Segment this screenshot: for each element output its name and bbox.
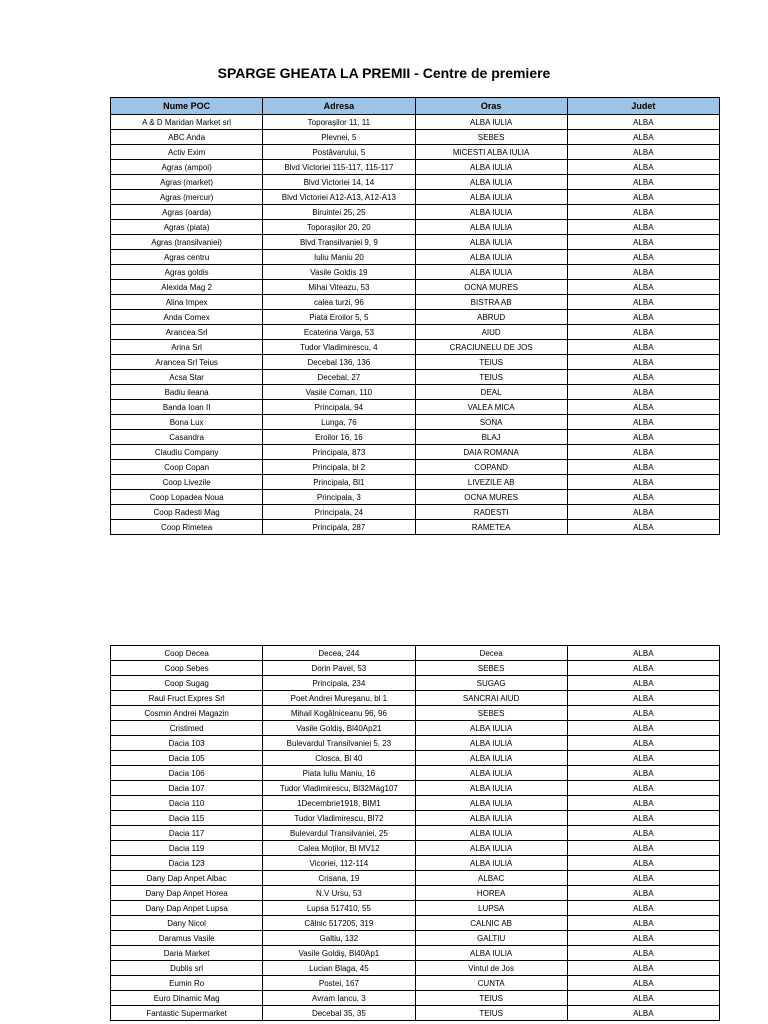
cell-adresa: Biruintei 25, 25 bbox=[263, 205, 415, 220]
cell-oras: ALBA IULIA bbox=[415, 826, 567, 841]
cell-nume-poc: Arina Srl bbox=[111, 340, 263, 355]
cell-judet: ALBA bbox=[567, 901, 719, 916]
table-row bbox=[111, 205, 720, 220]
table-row bbox=[111, 145, 720, 160]
cell-nume-poc: Eumin Ro bbox=[111, 976, 263, 991]
cell-judet: ALBA bbox=[567, 325, 719, 340]
cell-oras: ALBA IULIA bbox=[415, 811, 567, 826]
cell-oras: ALBA IULIA bbox=[415, 235, 567, 250]
table-row bbox=[111, 130, 720, 145]
cell-nume-poc: Dany Dap Anpet Horea bbox=[111, 886, 263, 901]
table-row bbox=[111, 691, 720, 706]
table-row bbox=[111, 490, 720, 505]
cell-nume-poc: Raul Fruct Expres Srl bbox=[111, 691, 263, 706]
cell-oras: MICESTI ALBA IULIA bbox=[415, 145, 567, 160]
cell-judet: ALBA bbox=[567, 886, 719, 901]
cell-judet: ALBA bbox=[567, 826, 719, 841]
cell-nume-poc: Dublis srl bbox=[111, 961, 263, 976]
cell-nume-poc: Bona Lux bbox=[111, 415, 263, 430]
cell-oras: COPAND bbox=[415, 460, 567, 475]
cell-adresa: Closca, Bl 40 bbox=[263, 751, 415, 766]
cell-nume-poc: Casandra bbox=[111, 430, 263, 445]
cell-nume-poc: Coop Livezile bbox=[111, 475, 263, 490]
cell-nume-poc: Agras (mercur) bbox=[111, 190, 263, 205]
table-row bbox=[111, 370, 720, 385]
header-adresa: Adresa bbox=[263, 98, 415, 115]
cell-adresa: Blvd Victoriei 14, 14 bbox=[263, 175, 415, 190]
cell-adresa: Vasile Coman, 110 bbox=[263, 385, 415, 400]
cell-adresa: Decea, 244 bbox=[263, 646, 415, 661]
table-row bbox=[111, 646, 720, 661]
table-row bbox=[111, 505, 720, 520]
cell-adresa: Lunga, 76 bbox=[263, 415, 415, 430]
cell-adresa: Blvd Transilvaniei 9, 9 bbox=[263, 235, 415, 250]
cell-nume-poc: Coop Decea bbox=[111, 646, 263, 661]
cell-judet: ALBA bbox=[567, 265, 719, 280]
table-row bbox=[111, 355, 720, 370]
table-row bbox=[111, 280, 720, 295]
cell-judet: ALBA bbox=[567, 370, 719, 385]
cell-adresa: Tudor Vladimirescu, 4 bbox=[263, 340, 415, 355]
cell-adresa: Dorin Pavel, 53 bbox=[263, 661, 415, 676]
cell-oras: LIVEZILE AB bbox=[415, 475, 567, 490]
cell-adresa: Piata Eroilor 5, 5 bbox=[263, 310, 415, 325]
cell-oras: OCNA MURES bbox=[415, 280, 567, 295]
cell-oras: ABRUD bbox=[415, 310, 567, 325]
cell-adresa: Iuliu Maniu 20 bbox=[263, 250, 415, 265]
table-row bbox=[111, 871, 720, 886]
cell-judet: ALBA bbox=[567, 430, 719, 445]
cell-nume-poc: Alina Impex bbox=[111, 295, 263, 310]
table-row bbox=[111, 706, 720, 721]
table-row bbox=[111, 886, 720, 901]
cell-oras: ALBA IULIA bbox=[415, 766, 567, 781]
cell-adresa: Vasile Goldiș, Bl40Ap21 bbox=[263, 721, 415, 736]
cell-adresa: Crisana, 19 bbox=[263, 871, 415, 886]
poc-table-1 bbox=[110, 97, 720, 535]
table-row bbox=[111, 751, 720, 766]
table-row bbox=[111, 976, 720, 991]
cell-oras: TEIUS bbox=[415, 1006, 567, 1021]
cell-adresa: Ecaterina Varga, 53 bbox=[263, 325, 415, 340]
cell-nume-poc: Agras goldis bbox=[111, 265, 263, 280]
table-row bbox=[111, 175, 720, 190]
table-row bbox=[111, 265, 720, 280]
cell-nume-poc: Coop Sugag bbox=[111, 676, 263, 691]
cell-oras: Decea bbox=[415, 646, 567, 661]
cell-oras: ALBAC bbox=[415, 871, 567, 886]
table-row bbox=[111, 766, 720, 781]
cell-adresa: Principala, 234 bbox=[263, 676, 415, 691]
cell-oras: SEBES bbox=[415, 130, 567, 145]
cell-judet: ALBA bbox=[567, 280, 719, 295]
table-row bbox=[111, 115, 720, 130]
cell-nume-poc: Fantastic Supermarket bbox=[111, 1006, 263, 1021]
cell-nume-poc: Alexida Mag 2 bbox=[111, 280, 263, 295]
cell-judet: ALBA bbox=[567, 385, 719, 400]
cell-adresa: Postăvarului, 5 bbox=[263, 145, 415, 160]
cell-oras: ALBA IULIA bbox=[415, 856, 567, 871]
cell-oras: DEAL bbox=[415, 385, 567, 400]
cell-oras: ALBA IULIA bbox=[415, 220, 567, 235]
cell-nume-poc: Activ Exim bbox=[111, 145, 263, 160]
cell-adresa: Calea Moților, Bl MV12 bbox=[263, 841, 415, 856]
cell-adresa: Tudor Vladimirescu, Bl32Mag107 bbox=[263, 781, 415, 796]
table-row bbox=[111, 340, 720, 355]
table-row bbox=[111, 415, 720, 430]
cell-adresa: Principala, 3 bbox=[263, 490, 415, 505]
cell-judet: ALBA bbox=[567, 856, 719, 871]
cell-oras: ALBA IULIA bbox=[415, 115, 567, 130]
cell-nume-poc: A & D Maridan Market srl bbox=[111, 115, 263, 130]
cell-nume-poc: Daramus Vasile bbox=[111, 931, 263, 946]
cell-judet: ALBA bbox=[567, 460, 719, 475]
cell-oras: AIUD bbox=[415, 325, 567, 340]
cell-oras: ALBA IULIA bbox=[415, 205, 567, 220]
cell-judet: ALBA bbox=[567, 736, 719, 751]
cell-oras: SEBES bbox=[415, 706, 567, 721]
cell-judet: ALBA bbox=[567, 721, 719, 736]
cell-oras: ALBA IULIA bbox=[415, 781, 567, 796]
cell-judet: ALBA bbox=[567, 520, 719, 535]
cell-judet: ALBA bbox=[567, 115, 719, 130]
cell-adresa: Bulevardul Transilvaniei 5, 23 bbox=[263, 736, 415, 751]
table-row bbox=[111, 931, 720, 946]
cell-oras: CUNTA bbox=[415, 976, 567, 991]
cell-oras: RAMETEA bbox=[415, 520, 567, 535]
cell-nume-poc: Coop Lopadea Noua bbox=[111, 490, 263, 505]
cell-adresa: Mihai Viteazu, 53 bbox=[263, 280, 415, 295]
table-row bbox=[111, 916, 720, 931]
table-header-row bbox=[111, 98, 720, 115]
cell-nume-poc: Dacia 110 bbox=[111, 796, 263, 811]
table-row bbox=[111, 250, 720, 265]
cell-nume-poc: Badiu ileana bbox=[111, 385, 263, 400]
cell-nume-poc: Dacia 119 bbox=[111, 841, 263, 856]
cell-oras: ALBA IULIA bbox=[415, 250, 567, 265]
cell-adresa: Piata Iuliu Maniu, 16 bbox=[263, 766, 415, 781]
cell-nume-poc: Arancea Srl bbox=[111, 325, 263, 340]
cell-judet: ALBA bbox=[567, 445, 719, 460]
table-row bbox=[111, 796, 720, 811]
table-row bbox=[111, 385, 720, 400]
table-row bbox=[111, 946, 720, 961]
cell-adresa: Principala, bl 2 bbox=[263, 460, 415, 475]
cell-judet: ALBA bbox=[567, 340, 719, 355]
table-row bbox=[111, 310, 720, 325]
cell-adresa: Galtiu, 132 bbox=[263, 931, 415, 946]
cell-judet: ALBA bbox=[567, 811, 719, 826]
cell-judet: ALBA bbox=[567, 991, 719, 1006]
cell-oras: TEIUS bbox=[415, 991, 567, 1006]
cell-oras: ALBA IULIA bbox=[415, 265, 567, 280]
cell-judet: ALBA bbox=[567, 505, 719, 520]
cell-oras: OCNA MURES bbox=[415, 490, 567, 505]
cell-oras: BLAJ bbox=[415, 430, 567, 445]
cell-judet: ALBA bbox=[567, 661, 719, 676]
cell-oras: ALBA IULIA bbox=[415, 946, 567, 961]
cell-adresa: Decebal 35, 35 bbox=[263, 1006, 415, 1021]
cell-judet: ALBA bbox=[567, 841, 719, 856]
cell-nume-poc: Dacia 117 bbox=[111, 826, 263, 841]
cell-oras: TEIUS bbox=[415, 370, 567, 385]
cell-nume-poc: Cristimed bbox=[111, 721, 263, 736]
cell-judet: ALBA bbox=[567, 145, 719, 160]
table-row bbox=[111, 721, 720, 736]
cell-oras: ALBA IULIA bbox=[415, 751, 567, 766]
cell-adresa: Mihail Kogălniceanu 96, 96 bbox=[263, 706, 415, 721]
cell-nume-poc: Agras (piata) bbox=[111, 220, 263, 235]
table-row bbox=[111, 445, 720, 460]
cell-judet: ALBA bbox=[567, 871, 719, 886]
cell-nume-poc: Arancea Srl Teius bbox=[111, 355, 263, 370]
cell-nume-poc: Agras (market) bbox=[111, 175, 263, 190]
cell-judet: ALBA bbox=[567, 706, 719, 721]
cell-adresa: Vasile Goldis 19 bbox=[263, 265, 415, 280]
table-row bbox=[111, 475, 720, 490]
table-row bbox=[111, 991, 720, 1006]
cell-oras: HOREA bbox=[415, 886, 567, 901]
cell-nume-poc: Dany Dap Anpet Lupsa bbox=[111, 901, 263, 916]
cell-judet: ALBA bbox=[567, 190, 719, 205]
cell-oras: SUGAG bbox=[415, 676, 567, 691]
cell-adresa: Poet Andrei Mureşanu, bl 1 bbox=[263, 691, 415, 706]
cell-judet: ALBA bbox=[567, 355, 719, 370]
cell-nume-poc: Dacia 103 bbox=[111, 736, 263, 751]
cell-adresa: Postei, 167 bbox=[263, 976, 415, 991]
table-row bbox=[111, 325, 720, 340]
cell-judet: ALBA bbox=[567, 961, 719, 976]
cell-judet: ALBA bbox=[567, 415, 719, 430]
cell-oras: ALBA IULIA bbox=[415, 175, 567, 190]
cell-adresa: Tudor Vladimirescu, Bl72 bbox=[263, 811, 415, 826]
cell-judet: ALBA bbox=[567, 400, 719, 415]
cell-adresa: Principala, Bl1 bbox=[263, 475, 415, 490]
cell-adresa: Lupsa 517410, 55 bbox=[263, 901, 415, 916]
table-row bbox=[111, 841, 720, 856]
cell-judet: ALBA bbox=[567, 916, 719, 931]
cell-oras: ALBA IULIA bbox=[415, 796, 567, 811]
cell-nume-poc: Agras (ampoi) bbox=[111, 160, 263, 175]
cell-judet: ALBA bbox=[567, 691, 719, 706]
table-row bbox=[111, 826, 720, 841]
table-row bbox=[111, 520, 720, 535]
cell-nume-poc: Agras (transilvaniei) bbox=[111, 235, 263, 250]
page-title: SPARGE GHEATA LA PREMII - Centre de premiere bbox=[217, 65, 551, 81]
table-row bbox=[111, 235, 720, 250]
cell-adresa: N.V Ursu, 53 bbox=[263, 886, 415, 901]
cell-oras: ALBA IULIA bbox=[415, 190, 567, 205]
cell-adresa: Plevnei, 5 bbox=[263, 130, 415, 145]
cell-adresa: Principala, 873 bbox=[263, 445, 415, 460]
cell-nume-poc: Agras (oarda) bbox=[111, 205, 263, 220]
header-judet: Judet bbox=[567, 98, 719, 115]
cell-judet: ALBA bbox=[567, 676, 719, 691]
cell-adresa: calea turzi, 96 bbox=[263, 295, 415, 310]
table-row bbox=[111, 961, 720, 976]
table-row bbox=[111, 190, 720, 205]
cell-nume-poc: Agras centru bbox=[111, 250, 263, 265]
table-row bbox=[111, 736, 720, 751]
cell-judet: ALBA bbox=[567, 976, 719, 991]
cell-judet: ALBA bbox=[567, 235, 719, 250]
cell-oras: Vintul de Jos bbox=[415, 961, 567, 976]
cell-oras: VALEA MICA bbox=[415, 400, 567, 415]
table-row bbox=[111, 781, 720, 796]
cell-nume-poc: Coop Radesti Mag bbox=[111, 505, 263, 520]
cell-nume-poc: Acsa Star bbox=[111, 370, 263, 385]
table-row bbox=[111, 220, 720, 235]
cell-nume-poc: Dacia 123 bbox=[111, 856, 263, 871]
cell-oras: ALBA IULIA bbox=[415, 736, 567, 751]
cell-judet: ALBA bbox=[567, 946, 719, 961]
cell-judet: ALBA bbox=[567, 646, 719, 661]
cell-judet: ALBA bbox=[567, 130, 719, 145]
table-row bbox=[111, 160, 720, 175]
cell-oras: CRACIUNELU DE JOS bbox=[415, 340, 567, 355]
cell-nume-poc: Claudiu Company bbox=[111, 445, 263, 460]
table-row bbox=[111, 811, 720, 826]
cell-nume-poc: Cosmin Andrei Magazin bbox=[111, 706, 263, 721]
table-row bbox=[111, 1006, 720, 1021]
cell-judet: ALBA bbox=[567, 1006, 719, 1021]
cell-judet: ALBA bbox=[567, 796, 719, 811]
cell-adresa: Principala, 24 bbox=[263, 505, 415, 520]
cell-nume-poc: Euro Dinamic Mag bbox=[111, 991, 263, 1006]
table-row bbox=[111, 676, 720, 691]
cell-nume-poc: Dacia 115 bbox=[111, 811, 263, 826]
cell-oras: SEBES bbox=[415, 661, 567, 676]
table-row bbox=[111, 460, 720, 475]
table-row bbox=[111, 400, 720, 415]
cell-judet: ALBA bbox=[567, 295, 719, 310]
cell-adresa: Avram Iancu, 3 bbox=[263, 991, 415, 1006]
cell-nume-poc: Coop Rimetea bbox=[111, 520, 263, 535]
cell-oras: BISTRA AB bbox=[415, 295, 567, 310]
cell-oras: LUPSA bbox=[415, 901, 567, 916]
cell-judet: ALBA bbox=[567, 160, 719, 175]
cell-adresa: Blvd Victoriei 115-117, 115-117 bbox=[263, 160, 415, 175]
cell-nume-poc: Dacia 106 bbox=[111, 766, 263, 781]
cell-judet: ALBA bbox=[567, 475, 719, 490]
cell-nume-poc: ABC Anda bbox=[111, 130, 263, 145]
cell-nume-poc: Dany Nicol bbox=[111, 916, 263, 931]
cell-adresa: Eroilor 16, 16 bbox=[263, 430, 415, 445]
cell-adresa: Toporașilor 20, 20 bbox=[263, 220, 415, 235]
cell-nume-poc: Daria Market bbox=[111, 946, 263, 961]
cell-adresa: 1Decembrie1918, BlM1 bbox=[263, 796, 415, 811]
cell-oras: ALBA IULIA bbox=[415, 721, 567, 736]
table-row bbox=[111, 661, 720, 676]
table-row bbox=[111, 295, 720, 310]
cell-adresa: Decebal 136, 136 bbox=[263, 355, 415, 370]
cell-judet: ALBA bbox=[567, 766, 719, 781]
table-row bbox=[111, 430, 720, 445]
cell-oras: DAIA ROMANA bbox=[415, 445, 567, 460]
cell-nume-poc: Dacia 107 bbox=[111, 781, 263, 796]
cell-oras: CALNIC AB bbox=[415, 916, 567, 931]
cell-adresa: Vicoriei, 112-114 bbox=[263, 856, 415, 871]
cell-judet: ALBA bbox=[567, 781, 719, 796]
cell-adresa: Blvd Victoriei A12-A13, A12-A13 bbox=[263, 190, 415, 205]
cell-nume-poc: Banda Ioan II bbox=[111, 400, 263, 415]
cell-oras: ALBA IULIA bbox=[415, 160, 567, 175]
cell-nume-poc: Coop Sebes bbox=[111, 661, 263, 676]
cell-nume-poc: Coop Copan bbox=[111, 460, 263, 475]
cell-judet: ALBA bbox=[567, 175, 719, 190]
cell-oras: RADESTI bbox=[415, 505, 567, 520]
cell-adresa: Vasile Goldiș, Bl40Ap1 bbox=[263, 946, 415, 961]
cell-oras: ALBA IULIA bbox=[415, 841, 567, 856]
cell-oras: TEIUS bbox=[415, 355, 567, 370]
cell-adresa: Decebal, 27 bbox=[263, 370, 415, 385]
cell-adresa: Principala, 287 bbox=[263, 520, 415, 535]
cell-adresa: Lucian Blaga, 45 bbox=[263, 961, 415, 976]
cell-oras: GALTIU bbox=[415, 931, 567, 946]
cell-adresa: Călnic 517205, 319 bbox=[263, 916, 415, 931]
table-row bbox=[111, 856, 720, 871]
header-oras: Oras bbox=[415, 98, 567, 115]
cell-judet: ALBA bbox=[567, 490, 719, 505]
cell-adresa: Toporașilor 11, 11 bbox=[263, 115, 415, 130]
poc-table-2 bbox=[110, 645, 720, 1021]
cell-nume-poc: Dacia 105 bbox=[111, 751, 263, 766]
table-row bbox=[111, 901, 720, 916]
cell-judet: ALBA bbox=[567, 310, 719, 325]
cell-judet: ALBA bbox=[567, 220, 719, 235]
cell-oras: SONA bbox=[415, 415, 567, 430]
cell-nume-poc: Dany Dap Anpet Albac bbox=[111, 871, 263, 886]
cell-nume-poc: Anda Comex bbox=[111, 310, 263, 325]
cell-judet: ALBA bbox=[567, 931, 719, 946]
cell-adresa: Bulevardul Transilvaniei, 25 bbox=[263, 826, 415, 841]
header-nume-poc: Nume POC bbox=[111, 98, 263, 115]
cell-oras: SANCRAI AIUD bbox=[415, 691, 567, 706]
cell-judet: ALBA bbox=[567, 250, 719, 265]
cell-judet: ALBA bbox=[567, 205, 719, 220]
cell-adresa: Principala, 94 bbox=[263, 400, 415, 415]
cell-judet: ALBA bbox=[567, 751, 719, 766]
